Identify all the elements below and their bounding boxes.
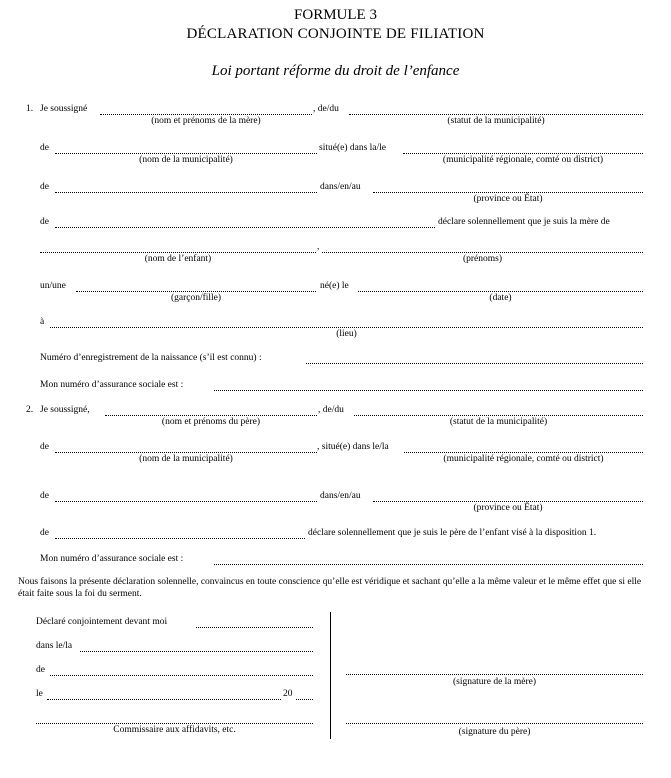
gender-field[interactable] xyxy=(76,291,316,292)
form-subtitle: Loi portant réforme du droit de l’enfance xyxy=(211,63,460,79)
father-de1-label: de xyxy=(40,442,49,452)
mother-de3-field[interactable] xyxy=(55,227,435,228)
mother-sin-label: Mon numéro d’assurance sociale est : xyxy=(40,380,184,390)
mother-de1-label: de xyxy=(40,143,49,153)
mother-name-field[interactable] xyxy=(100,114,312,115)
day-month-field[interactable] xyxy=(47,699,281,700)
mother-de2-label: de xyxy=(40,182,49,192)
a-label: à xyxy=(40,317,45,327)
commissioner-de-label: de xyxy=(36,665,45,675)
commissioner-signature-field[interactable] xyxy=(36,723,313,724)
mother-situe-label: situé(e) dans la/le xyxy=(319,143,387,153)
item-1-number: 1. xyxy=(26,104,34,114)
mother-de3-label: de xyxy=(40,217,49,227)
declared-before-label: Déclaré conjointement devant moi xyxy=(36,617,168,627)
father-municipality-field[interactable] xyxy=(55,452,317,453)
form-title: DÉCLARATION CONJOINTE DE FILIATION xyxy=(186,26,485,42)
father-name-hint: (nom et prénoms du père) xyxy=(161,417,261,427)
child-first-names-field[interactable] xyxy=(322,252,643,253)
father-de2-field[interactable] xyxy=(55,501,317,502)
mother-status-hint: (statut de la municipalité) xyxy=(447,116,545,126)
father-de2-label: de xyxy=(40,491,49,501)
child-name-hint: (nom de l’enfant) xyxy=(144,254,212,264)
mother-name-hint: (nom et prénoms de la mère) xyxy=(151,116,261,126)
father-province-field[interactable] xyxy=(373,501,643,502)
birth-date-hint: (date) xyxy=(489,293,512,303)
un-une-label: un/une xyxy=(40,281,66,291)
mother-signature-field[interactable] xyxy=(346,674,643,675)
father-name-field[interactable] xyxy=(105,415,317,416)
mother-municipality-hint: (nom de la municipalité) xyxy=(139,155,233,165)
year-field[interactable] xyxy=(296,699,313,700)
birth-place-hint: (lieu) xyxy=(336,329,357,339)
mother-declare-text: déclare solennellement que je suis la mère de xyxy=(438,217,610,227)
declared-before-field[interactable] xyxy=(196,627,313,628)
birth-date-field[interactable] xyxy=(358,291,643,292)
child-name-field[interactable] xyxy=(40,252,316,253)
mother-de2-field[interactable] xyxy=(55,192,317,193)
father-dans-label: dans/en/au xyxy=(320,491,361,501)
birth-place-field[interactable] xyxy=(50,327,643,328)
father-municipality-hint: (nom de la municipalité) xyxy=(139,454,233,464)
mother-dans-label: dans/en/au xyxy=(320,182,361,192)
signature-divider xyxy=(330,612,331,739)
father-region-hint: (municipalité régionale, comté ou district) xyxy=(443,454,604,464)
birth-registration-field[interactable] xyxy=(306,363,643,364)
mother-region-field[interactable] xyxy=(403,153,643,154)
mother-signature-hint: (signature de la mère) xyxy=(452,677,537,687)
dans-field[interactable] xyxy=(80,651,313,652)
item-2-number: 2. xyxy=(26,405,34,415)
father-signature-field[interactable] xyxy=(346,723,643,724)
father-signature-hint: (signature du père) xyxy=(458,727,531,737)
year-prefix: 20 xyxy=(283,689,293,699)
solemn-statement: Nous faisons la présente déclaration solennelle, convaincus en toute conscience qu’elle est véridique et sachant qu’elle a la même valeur et le même effet que si elle était faite sous la foi du serment. xyxy=(18,577,642,599)
birth-registration-label: Numéro d’enregistrement de la naissance (s’il est connu) : xyxy=(40,353,262,363)
mother-region-hint: (municipalité régionale, comté ou district) xyxy=(442,155,604,165)
father-de3-label: de xyxy=(40,528,49,538)
dans-label: dans le/la xyxy=(36,641,73,651)
mother-province-field[interactable] xyxy=(373,192,643,193)
mother-province-hint: (province ou État) xyxy=(473,194,543,204)
father-province-hint: (province ou État) xyxy=(473,503,543,513)
father-de-du-label: , de/du xyxy=(318,405,344,415)
commissioner-de-field[interactable] xyxy=(50,675,313,676)
ne-le-label: né(e) le xyxy=(320,281,349,291)
commissioner-title: Commissaire aux affidavits, etc. xyxy=(113,725,236,735)
mother-municipality-field[interactable] xyxy=(55,153,317,154)
father-de3-field[interactable] xyxy=(55,538,305,539)
mother-je-soussigne-label: Je soussigné xyxy=(40,104,88,114)
father-sin-label: Mon numéro d’assurance sociale est : xyxy=(40,554,184,564)
le-label: le xyxy=(36,689,43,699)
form-number: FORMULE 3 xyxy=(294,7,377,23)
father-region-field[interactable] xyxy=(404,452,643,453)
gender-hint: (garçon/fille) xyxy=(170,293,222,303)
father-declare-text: déclare solennellement que je suis le père de l’enfant visé à la disposition 1. xyxy=(308,528,597,538)
father-sin-field[interactable] xyxy=(214,564,643,565)
father-status-field[interactable] xyxy=(354,415,643,416)
father-situe-label: , situé(e) dans le/la xyxy=(317,442,389,452)
mother-sin-field[interactable] xyxy=(214,390,643,391)
mother-status-field[interactable] xyxy=(349,114,643,115)
child-comma: , xyxy=(317,242,320,252)
father-status-hint: (statut de la municipalité) xyxy=(449,417,548,427)
mother-de-du-label: , de/du xyxy=(313,104,339,114)
child-first-names-hint: (prénoms) xyxy=(462,254,503,264)
father-je-soussigne-label: Je soussigné, xyxy=(40,405,90,415)
